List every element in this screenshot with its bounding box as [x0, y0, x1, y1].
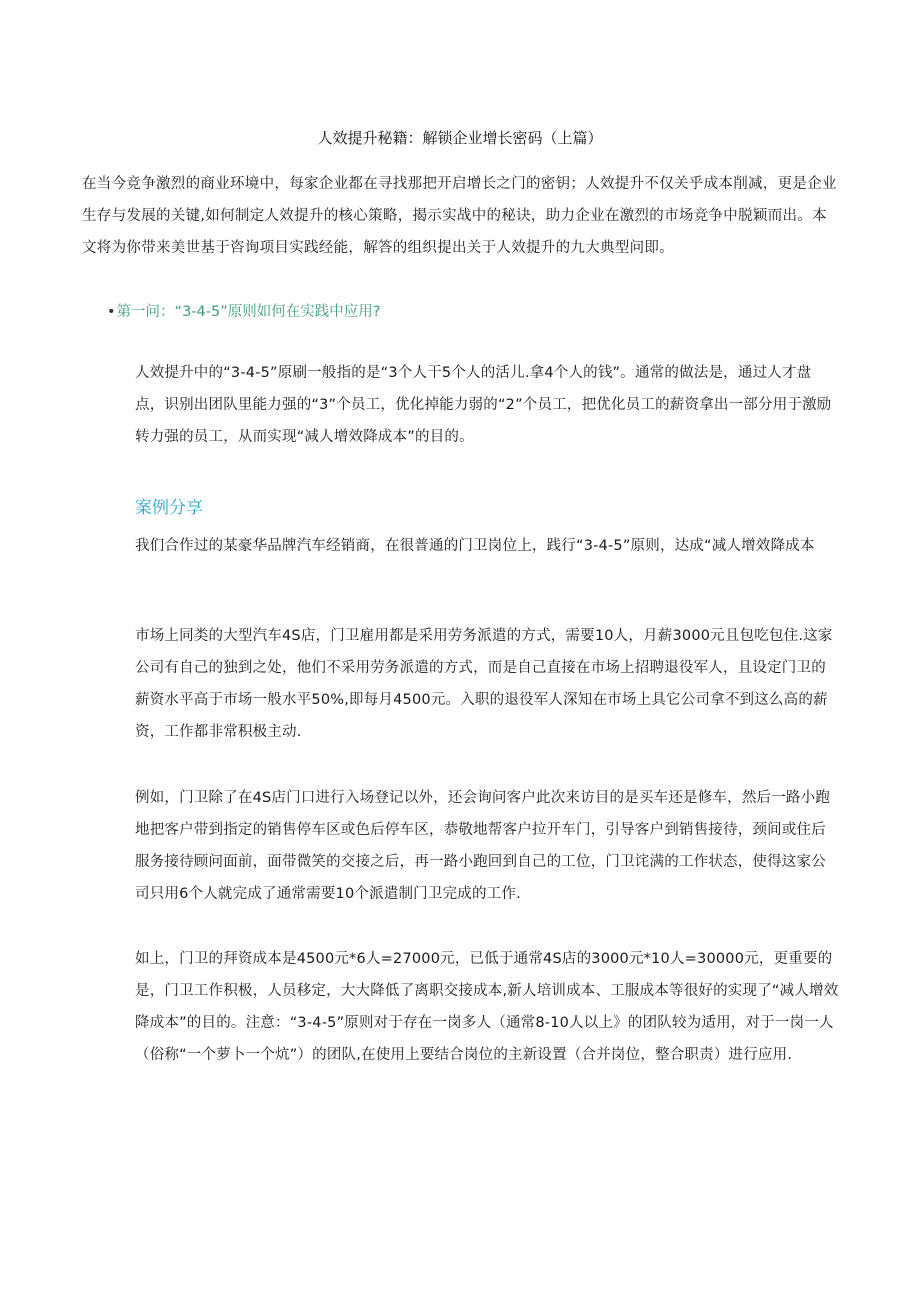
case-paragraph-4: 如上，门卫的拜资成本是4500元*6人=27000元，已低于通常4S店的3000元*10人=30000元，更重要的是，门卫工作积极，人员移定，大大降低了离职交接成本,新人培训成本、工服成本等很好的实现了“减人增效降成本”的目的。注意：“3-4-5”原则对于存在一岗多人（通常8-10人以上》的团队较为适用，对于一岗一人（俗称“一个萝卜一个炕”）的团队,在使用上要结合岗位的主新设置（合并岗位，整合职责）进行应用. [135, 951, 839, 1063]
case-title: 案例分享 [135, 498, 203, 518]
case-paragraph-2: 市场上同类的大型汽车4S店，门卫雇用都是采用劳务派遣的方式，需要10人，月薪3000元且包吃包住.这家公司有自己的独到之处，他们不采用劳务派遣的方式，而是自己直接在市场上招聘退役军人，且设定门卫的薪资水平高于市场一般水平50%,即每月4500元。入职的退役军人深知在市场上具它公司拿不到这么高的薪资，工作都非常积极主动. [135, 628, 833, 740]
answer-paragraph: 人效提升中的“3-4-5”原刷一般指的是“3个人干5个人的活儿.拿4个人的钱”。通常的做法是，通过人才盘点，识别出团队里能力强的“3”个员工，优化掉能力弱的“2”个员工，把优化员工的薪资拿出一部分用于激励转力强的员工，从而实现“减人增效降成本”的目的。 [135, 365, 832, 445]
case-paragraph-3: 例如，门卫除了在4S店门口进行入场登记以外，还会询问客户此次来访目的是买车还是修车，然后一路小跑地把客户带到指定的销售停车区或色后停车区，恭敬地帮客户拉开车门，引导客户到销售接待，颈间或住后服务接待顾问面前，面带微笑的交接之后，再一路小跑回到自己的工位，门卫诧满的工作状态，使得这家公司只用6个人就完成了通常需要10个派遣制门卫完成的工作. [135, 790, 831, 902]
intro-paragraph: 在当今竞争激烈的商业环境中，每家企业都在寻找那把开启增长之门的密钥；人效提升不仅关乎成本削减，更是企业生存与发展的关键,如何制定人效提升的核心策略，揭示实战中的秘诀，助力企业在激烈的市场竞争中脱颖而出。本文将为你带来美世基于咨询项目实践经能，解答的组织提出关于人效提升的九大典型问即。 [82, 176, 837, 256]
article-title: 人效提升秘籍：解锁企业增长密码（上篇） [317, 129, 603, 147]
question-heading [107, 301, 380, 323]
case-paragraph-1: 我们合作过的某豪华品牌汽车经销商，在很普通的门卫岗位上，践行“3-4-5”原则，达成“减人增效降成本 [135, 538, 815, 554]
question-text: 第一问：“3-4-5”原则如何在实践中应用? [116, 304, 381, 320]
bullet-icon: • [107, 304, 116, 320]
